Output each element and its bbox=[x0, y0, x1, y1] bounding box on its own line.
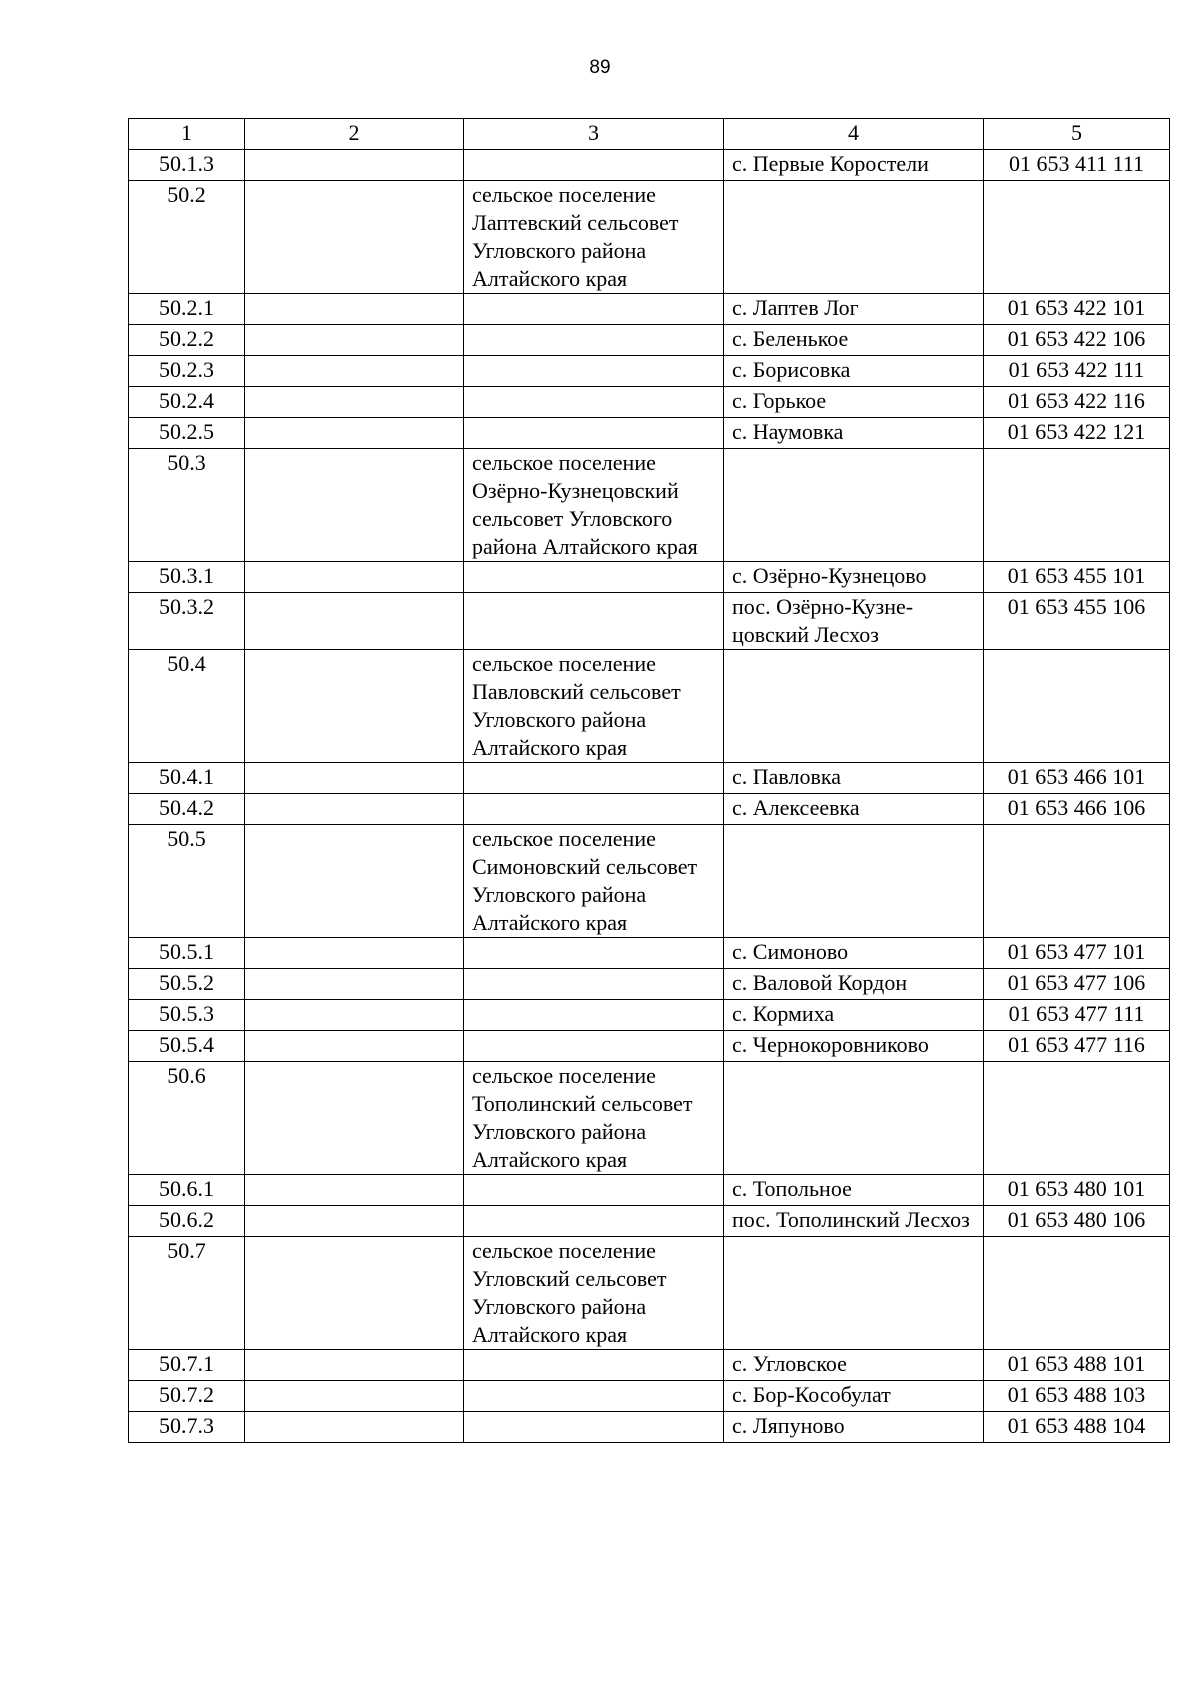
row-code: 50.5.3 bbox=[129, 1000, 245, 1031]
row-column-2 bbox=[245, 294, 464, 325]
row-column-2 bbox=[245, 1206, 464, 1237]
table-row bbox=[129, 356, 1170, 387]
table-row bbox=[129, 150, 1170, 181]
row-settlement: с. Беленькое bbox=[724, 325, 984, 356]
row-column-2 bbox=[245, 449, 464, 562]
table-row bbox=[129, 1237, 1170, 1350]
row-column-2 bbox=[245, 418, 464, 449]
page-number: 89 bbox=[589, 57, 611, 78]
row-okato-code: 01 653 477 106 bbox=[984, 969, 1170, 1000]
row-settlement: с. Бор-Кособулат bbox=[724, 1381, 984, 1412]
row-municipality bbox=[464, 387, 724, 418]
row-okato-code bbox=[984, 825, 1170, 938]
table-row bbox=[129, 1000, 1170, 1031]
table-body bbox=[129, 150, 1170, 1443]
row-okato-code: 01 653 455 101 bbox=[984, 562, 1170, 593]
row-municipality bbox=[464, 763, 724, 794]
row-municipality bbox=[464, 1412, 724, 1443]
row-code: 50.4.2 bbox=[129, 794, 245, 825]
row-municipality bbox=[464, 1175, 724, 1206]
row-code: 50.5.1 bbox=[129, 938, 245, 969]
row-settlement: с. Лаптев Лог bbox=[724, 294, 984, 325]
row-code: 50.3.2 bbox=[129, 593, 245, 650]
row-code: 50.2 bbox=[129, 181, 245, 294]
table-row bbox=[129, 938, 1170, 969]
row-settlement: с. Горькое bbox=[724, 387, 984, 418]
table-row bbox=[129, 418, 1170, 449]
table-row bbox=[129, 387, 1170, 418]
row-code: 50.5 bbox=[129, 825, 245, 938]
row-okato-code: 01 653 422 106 bbox=[984, 325, 1170, 356]
row-okato-code: 01 653 422 116 bbox=[984, 387, 1170, 418]
row-settlement: с. Симоново bbox=[724, 938, 984, 969]
column-header-1: 1 bbox=[129, 119, 245, 150]
column-header-2: 2 bbox=[245, 119, 464, 150]
row-okato-code bbox=[984, 181, 1170, 294]
row-column-2 bbox=[245, 356, 464, 387]
row-municipality: сельское поселение Симоновский сельсовет Угловского района Алтайского края bbox=[464, 825, 724, 938]
table-row bbox=[129, 794, 1170, 825]
table-row bbox=[129, 969, 1170, 1000]
row-code: 50.3 bbox=[129, 449, 245, 562]
row-code: 50.6.2 bbox=[129, 1206, 245, 1237]
row-municipality bbox=[464, 418, 724, 449]
row-okato-code: 01 653 477 101 bbox=[984, 938, 1170, 969]
row-column-2 bbox=[245, 181, 464, 294]
row-code: 50.2.3 bbox=[129, 356, 245, 387]
column-header-3: 3 bbox=[464, 119, 724, 150]
row-okato-code bbox=[984, 449, 1170, 562]
row-settlement: с. Первые Коростели bbox=[724, 150, 984, 181]
row-okato-code: 01 653 477 116 bbox=[984, 1031, 1170, 1062]
row-okato-code: 01 653 422 101 bbox=[984, 294, 1170, 325]
table-row bbox=[129, 825, 1170, 938]
row-column-2 bbox=[245, 150, 464, 181]
row-settlement bbox=[724, 181, 984, 294]
row-settlement: с. Озёрно-Кузнецово bbox=[724, 562, 984, 593]
row-municipality: сельское поселение Угловский сельсовет Угловского района Алтайского края bbox=[464, 1237, 724, 1350]
row-code: 50.2.1 bbox=[129, 294, 245, 325]
row-municipality bbox=[464, 356, 724, 387]
row-okato-code bbox=[984, 1237, 1170, 1350]
row-municipality: сельское поселение Павловский сельсовет Угловского района Алтайского края bbox=[464, 650, 724, 763]
row-okato-code: 01 653 488 104 bbox=[984, 1412, 1170, 1443]
row-code: 50.7 bbox=[129, 1237, 245, 1350]
row-code: 50.6 bbox=[129, 1062, 245, 1175]
table-row bbox=[129, 294, 1170, 325]
row-settlement: пос. Тополинский Лесхоз bbox=[724, 1206, 984, 1237]
row-column-2 bbox=[245, 1031, 464, 1062]
row-okato-code: 01 653 455 106 bbox=[984, 593, 1170, 650]
row-settlement: с. Чернокоровниково bbox=[724, 1031, 984, 1062]
row-settlement bbox=[724, 650, 984, 763]
table-row bbox=[129, 1381, 1170, 1412]
row-settlement: с. Угловское bbox=[724, 1350, 984, 1381]
row-settlement: пос. Озёрно-Кузне-цовский Лесхоз bbox=[724, 593, 984, 650]
row-settlement: с. Ляпуново bbox=[724, 1412, 984, 1443]
row-code: 50.4 bbox=[129, 650, 245, 763]
row-code: 50.1.3 bbox=[129, 150, 245, 181]
row-column-2 bbox=[245, 1000, 464, 1031]
table-row bbox=[129, 449, 1170, 562]
row-municipality bbox=[464, 1350, 724, 1381]
table-row bbox=[129, 1206, 1170, 1237]
row-settlement: с. Валовой Кордон bbox=[724, 969, 984, 1000]
row-column-2 bbox=[245, 1237, 464, 1350]
row-municipality bbox=[464, 325, 724, 356]
row-municipality bbox=[464, 150, 724, 181]
row-municipality bbox=[464, 294, 724, 325]
row-code: 50.5.4 bbox=[129, 1031, 245, 1062]
row-column-2 bbox=[245, 593, 464, 650]
row-column-2 bbox=[245, 825, 464, 938]
row-municipality bbox=[464, 1000, 724, 1031]
row-municipality: сельское поселение Лаптевский сельсовет Угловского района Алтайского края bbox=[464, 181, 724, 294]
row-column-2 bbox=[245, 562, 464, 593]
row-settlement: с. Наумовка bbox=[724, 418, 984, 449]
row-settlement bbox=[724, 1237, 984, 1350]
row-municipality: сельское поселение Тополинский сельсовет Угловского района Алтайского края bbox=[464, 1062, 724, 1175]
row-okato-code: 01 653 466 106 bbox=[984, 794, 1170, 825]
table-row bbox=[129, 325, 1170, 356]
row-column-2 bbox=[245, 650, 464, 763]
row-okato-code: 01 653 480 101 bbox=[984, 1175, 1170, 1206]
row-code: 50.6.1 bbox=[129, 1175, 245, 1206]
table-row bbox=[129, 1350, 1170, 1381]
row-column-2 bbox=[245, 1381, 464, 1412]
row-code: 50.7.1 bbox=[129, 1350, 245, 1381]
row-code: 50.3.1 bbox=[129, 562, 245, 593]
row-settlement: с. Павловка bbox=[724, 763, 984, 794]
row-column-2 bbox=[245, 938, 464, 969]
row-settlement bbox=[724, 825, 984, 938]
row-settlement: с. Борисовка bbox=[724, 356, 984, 387]
row-municipality bbox=[464, 1381, 724, 1412]
table-row bbox=[129, 650, 1170, 763]
table-row bbox=[129, 1412, 1170, 1443]
row-code: 50.7.2 bbox=[129, 1381, 245, 1412]
table-row bbox=[129, 1175, 1170, 1206]
row-okato-code: 01 653 411 111 bbox=[984, 150, 1170, 181]
row-settlement: с. Топольное bbox=[724, 1175, 984, 1206]
row-municipality bbox=[464, 593, 724, 650]
row-okato-code: 01 653 422 111 bbox=[984, 356, 1170, 387]
row-code: 50.2.5 bbox=[129, 418, 245, 449]
column-header-4: 4 bbox=[724, 119, 984, 150]
row-okato-code bbox=[984, 1062, 1170, 1175]
row-column-2 bbox=[245, 1062, 464, 1175]
row-column-2 bbox=[245, 763, 464, 794]
row-okato-code: 01 653 488 101 bbox=[984, 1350, 1170, 1381]
row-code: 50.2.4 bbox=[129, 387, 245, 418]
row-column-2 bbox=[245, 969, 464, 1000]
row-municipality bbox=[464, 562, 724, 593]
row-code: 50.4.1 bbox=[129, 763, 245, 794]
table-row bbox=[129, 562, 1170, 593]
row-municipality bbox=[464, 1206, 724, 1237]
row-municipality bbox=[464, 969, 724, 1000]
row-settlement bbox=[724, 1062, 984, 1175]
row-column-2 bbox=[245, 1175, 464, 1206]
row-okato-code: 01 653 466 101 bbox=[984, 763, 1170, 794]
row-column-2 bbox=[245, 387, 464, 418]
row-column-2 bbox=[245, 325, 464, 356]
row-settlement bbox=[724, 449, 984, 562]
row-code: 50.7.3 bbox=[129, 1412, 245, 1443]
table-row bbox=[129, 593, 1170, 650]
settlement-registry-table bbox=[128, 118, 1170, 1443]
row-municipality bbox=[464, 938, 724, 969]
row-settlement: с. Кормиха bbox=[724, 1000, 984, 1031]
row-okato-code bbox=[984, 650, 1170, 763]
table-row bbox=[129, 763, 1170, 794]
row-column-2 bbox=[245, 794, 464, 825]
row-okato-code: 01 653 422 121 bbox=[984, 418, 1170, 449]
row-column-2 bbox=[245, 1412, 464, 1443]
row-municipality bbox=[464, 794, 724, 825]
row-code: 50.5.2 bbox=[129, 969, 245, 1000]
row-okato-code: 01 653 488 103 bbox=[984, 1381, 1170, 1412]
table-row bbox=[129, 181, 1170, 294]
table-header-row bbox=[129, 119, 1170, 150]
row-okato-code: 01 653 477 111 bbox=[984, 1000, 1170, 1031]
row-municipality: сельское поселение Озёрно-Кузнецовский сельсовет Угловского района Алтайского края bbox=[464, 449, 724, 562]
column-header-5: 5 bbox=[984, 119, 1170, 150]
row-municipality bbox=[464, 1031, 724, 1062]
row-code: 50.2.2 bbox=[129, 325, 245, 356]
table-row bbox=[129, 1031, 1170, 1062]
row-column-2 bbox=[245, 1350, 464, 1381]
row-settlement: с. Алексеевка bbox=[724, 794, 984, 825]
row-okato-code: 01 653 480 106 bbox=[984, 1206, 1170, 1237]
table-row bbox=[129, 1062, 1170, 1175]
